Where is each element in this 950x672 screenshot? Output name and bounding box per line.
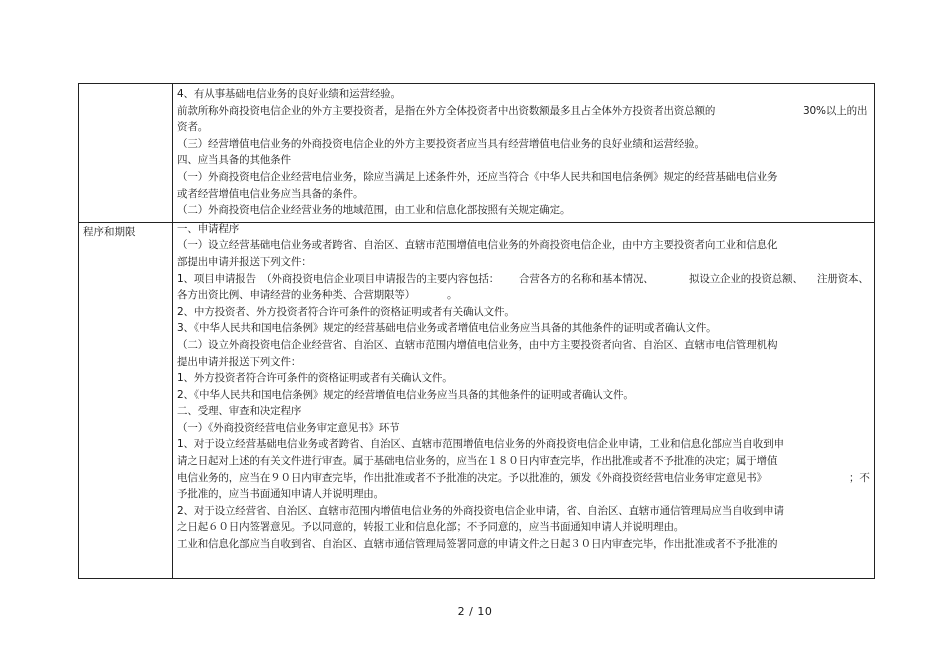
text-segment: 予批准的，应当书面通知申请人并说明理由。 [177, 488, 384, 501]
row2-content [177, 221, 871, 553]
text-segment: （二）外商投资电信企业经营业务的地域范围，由工业和信息化部按照有关规定确定。 [177, 204, 571, 217]
text-line [177, 503, 871, 520]
column-divider [172, 84, 173, 578]
text-segment: 1、对于设立经营基础电信业务或者跨省、自治区、直辖市范围增值电信业务的外商投资电信企业申请，工业和信息化部应当自收到申 [177, 438, 784, 451]
content-cell [177, 86, 871, 553]
text-segment: 或者经营增值电信业务应当具备的条件。 [177, 187, 364, 200]
text-segment: 请之日起对上述的有关文件进行审查。属于基础电信业务的，应当在１８０日内审查完毕，作出批准或者不予批准的决定；属于增值 [177, 455, 778, 468]
text-line [177, 271, 871, 288]
row-label-procedure-and-period: 程序和期限 [83, 226, 136, 238]
text-segment: （一）设立经营基础电信业务或者跨省、自治区、直辖市范围增值电信业务的外商投资电信企业，由中方主要投资者向工业和信息化 [177, 239, 778, 252]
text-line [177, 387, 871, 404]
text-line [177, 202, 871, 219]
text-line [177, 86, 871, 103]
text-line [177, 354, 871, 371]
text-line [177, 152, 871, 169]
text-segment: 4、有从事基础电信业务的良好业绩和运营经验。 [177, 88, 401, 100]
text-segment: 。 [447, 289, 458, 302]
text-line [177, 136, 871, 153]
text-segment: 一、申请程序 [177, 222, 240, 235]
text-segment: 注册资本、 [817, 272, 869, 285]
text-line [177, 221, 871, 238]
text-segment: 前款所称外商投资电信企业的外方主要投资者，是指在外方全体投资者中出资数额最多且占全体外方投资者出资总额的 [177, 104, 716, 117]
text-segment: 2、对于设立经营省、自治区、直辖市范围内增值电信业务的外商投资电信企业申请，省、自治区、直辖市通信管理局应当自收到申请 [177, 504, 784, 517]
text-segment: 各方出资比例、申请经营的业务种类、合营期限等） [177, 289, 416, 302]
text-segment: 工业和信息化部应当自收到省、自治区、直辖市通信管理局签署同意的申请文件之日起３０日内审查完毕，作出批准或者不予批准的 [177, 538, 778, 551]
text-line [177, 436, 871, 453]
text-line [177, 254, 871, 271]
text-segment: 1、项目申请报告 （外商投资电信企业项目申请报告的主要内容包括： [177, 272, 500, 285]
text-line [177, 119, 871, 136]
text-line [177, 320, 871, 337]
text-segment: 提出申请并报送下列文件： [177, 355, 302, 368]
text-segment: （二）设立外商投资电信企业经营省、自治区、直辖市范围内增值电信业务，由中方主要投资者向省、自治区、直辖市电信管理机构 [177, 338, 778, 351]
text-line [177, 304, 871, 321]
text-segment: 3、《中华人民共和国电信条例》规定的经营基础电信业务或者增值电信业务应当具备的其他条件的证明或者确认文件。 [177, 322, 717, 335]
page-number: 2 / 10 [457, 605, 493, 618]
text-line [177, 486, 871, 503]
text-line [177, 103, 871, 120]
text-segment: ；不 [849, 471, 870, 484]
text-segment: 2、《中华人民共和国电信条例》规定的经营增值电信业务应当具备的其他条件的证明或者确认文件。 [177, 388, 634, 401]
text-segment: （一）《外商投资经营电信业务审定意见书》环节 [177, 421, 400, 434]
document-table [78, 83, 875, 579]
text-segment: 2、中方投资者、外方投资者符合许可条件的资格证明或者有关确认文件。 [177, 305, 515, 318]
text-line [177, 169, 871, 186]
text-segment: 资者。 [177, 121, 209, 134]
text-segment: （三）经营增值电信业务的外商投资电信企业的外方主要投资者应当具有经营增值电信业务的良好业绩和运营经验。 [177, 137, 705, 150]
text-segment: 四、应当具备的其他条件 [177, 154, 291, 167]
text-line [177, 370, 871, 387]
text-line [177, 186, 871, 203]
text-segment: 二、受理、审查和决定程序 [177, 405, 302, 418]
text-line [177, 536, 871, 553]
text-segment: 30%以上的出 [803, 104, 868, 117]
text-line [177, 519, 871, 536]
row1-content [177, 86, 871, 219]
text-segment: 电信业务的，应当在９０日内审查完毕，作出批准或者不予批准的决定。予以批准的，颁发《外商投资经营电信业务审定意见书》 [177, 471, 767, 484]
text-segment: 合营各方的名称和基本情况、 [519, 272, 654, 285]
text-segment: 拟设立企业的投资总额、 [689, 272, 803, 285]
text-line [177, 470, 871, 487]
text-line [177, 287, 871, 304]
text-segment: 1、外方投资者符合许可条件的资格证明或者有关确认文件。 [177, 372, 453, 385]
text-line [177, 237, 871, 254]
text-line [177, 403, 871, 420]
text-line [177, 420, 871, 437]
text-line [177, 337, 871, 354]
text-segment: 部提出申请并报送下列文件： [177, 255, 312, 268]
text-segment: （一）外商投资电信企业经营电信业务，除应当满足上述条件外，还应当符合《中华人民共和国电信条例》规定的经营基础电信业务 [177, 170, 778, 183]
text-line [177, 453, 871, 470]
text-segment: 之日起６０日内签署意见。予以同意的，转报工业和信息化部；不予同意的，应当书面通知申请人并说明理由。 [177, 521, 685, 534]
